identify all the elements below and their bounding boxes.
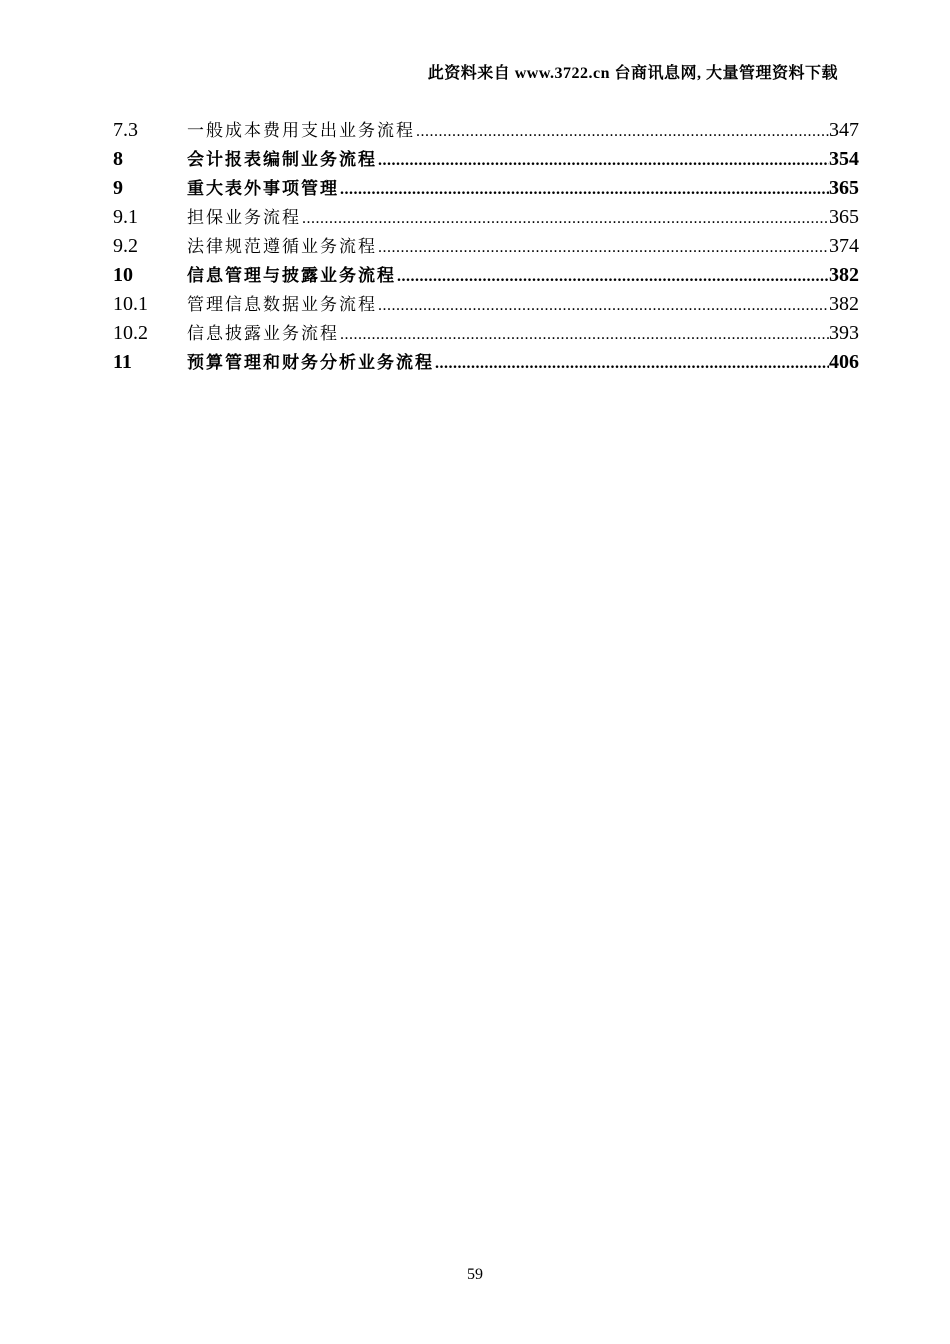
toc-entry[interactable] bbox=[113, 232, 859, 261]
toc-entry-page: 393 bbox=[829, 322, 859, 344]
toc-entry-number: 7.3 bbox=[113, 119, 138, 141]
toc-entry-page: 382 bbox=[829, 264, 859, 286]
toc-dot-leader bbox=[435, 349, 829, 378]
toc-dot-leader bbox=[340, 175, 829, 204]
toc-entry-title: 信息披露业务流程 bbox=[187, 324, 339, 344]
toc-entry-title: 管理信息数据业务流程 bbox=[187, 295, 377, 315]
toc-entry-title: 重大表外事项管理 bbox=[187, 179, 339, 199]
toc-entry[interactable] bbox=[113, 116, 859, 145]
toc-dot-leader bbox=[302, 204, 829, 233]
toc-entry[interactable] bbox=[113, 290, 859, 319]
toc-entry-title: 会计报表编制业务流程 bbox=[187, 150, 377, 170]
toc-entry[interactable] bbox=[113, 319, 859, 348]
toc-entry[interactable] bbox=[113, 145, 859, 174]
toc-entry-title: 担保业务流程 bbox=[187, 208, 301, 228]
toc-entry-page: 347 bbox=[829, 119, 859, 141]
toc-entry-number: 9.2 bbox=[113, 235, 138, 257]
toc-entry-page: 354 bbox=[829, 148, 859, 170]
toc-dot-leader bbox=[378, 146, 829, 175]
toc-dot-leader bbox=[416, 117, 829, 146]
toc-entry-number: 10.2 bbox=[113, 322, 148, 344]
toc-entry[interactable] bbox=[113, 261, 859, 290]
toc-entry-page: 365 bbox=[829, 206, 859, 228]
toc-entry-number: 9.1 bbox=[113, 206, 138, 228]
toc-entry-page: 374 bbox=[829, 235, 859, 257]
toc-dot-leader bbox=[378, 291, 829, 320]
toc-entry-number: 11 bbox=[113, 351, 132, 373]
toc-entry[interactable] bbox=[113, 174, 859, 203]
toc-entry[interactable] bbox=[113, 348, 859, 377]
toc-entry-number: 8 bbox=[113, 148, 123, 170]
toc-entry-title: 信息管理与披露业务流程 bbox=[187, 266, 396, 286]
toc-entry-number: 9 bbox=[113, 177, 123, 199]
toc-entry-title: 一般成本费用支出业务流程 bbox=[187, 121, 415, 141]
toc-dot-leader bbox=[340, 320, 829, 349]
toc-entry-number: 10 bbox=[113, 264, 133, 286]
toc-dot-leader bbox=[378, 233, 829, 262]
toc-entry-title: 预算管理和财务分析业务流程 bbox=[187, 353, 434, 373]
table-of-contents bbox=[113, 116, 859, 377]
page-number: 59 bbox=[467, 1266, 483, 1283]
toc-entry[interactable] bbox=[113, 203, 859, 232]
toc-entry-title: 法律规范遵循业务流程 bbox=[187, 237, 377, 257]
toc-entry-page: 382 bbox=[829, 293, 859, 315]
toc-entry-page: 365 bbox=[829, 177, 859, 199]
page-header: 此资料来自 www.3722.cn 台商讯息网, 大量管理资料下载 bbox=[427, 65, 838, 82]
toc-dot-leader bbox=[397, 262, 829, 291]
toc-entry-page: 406 bbox=[829, 351, 859, 373]
toc-entry-number: 10.1 bbox=[113, 293, 148, 315]
